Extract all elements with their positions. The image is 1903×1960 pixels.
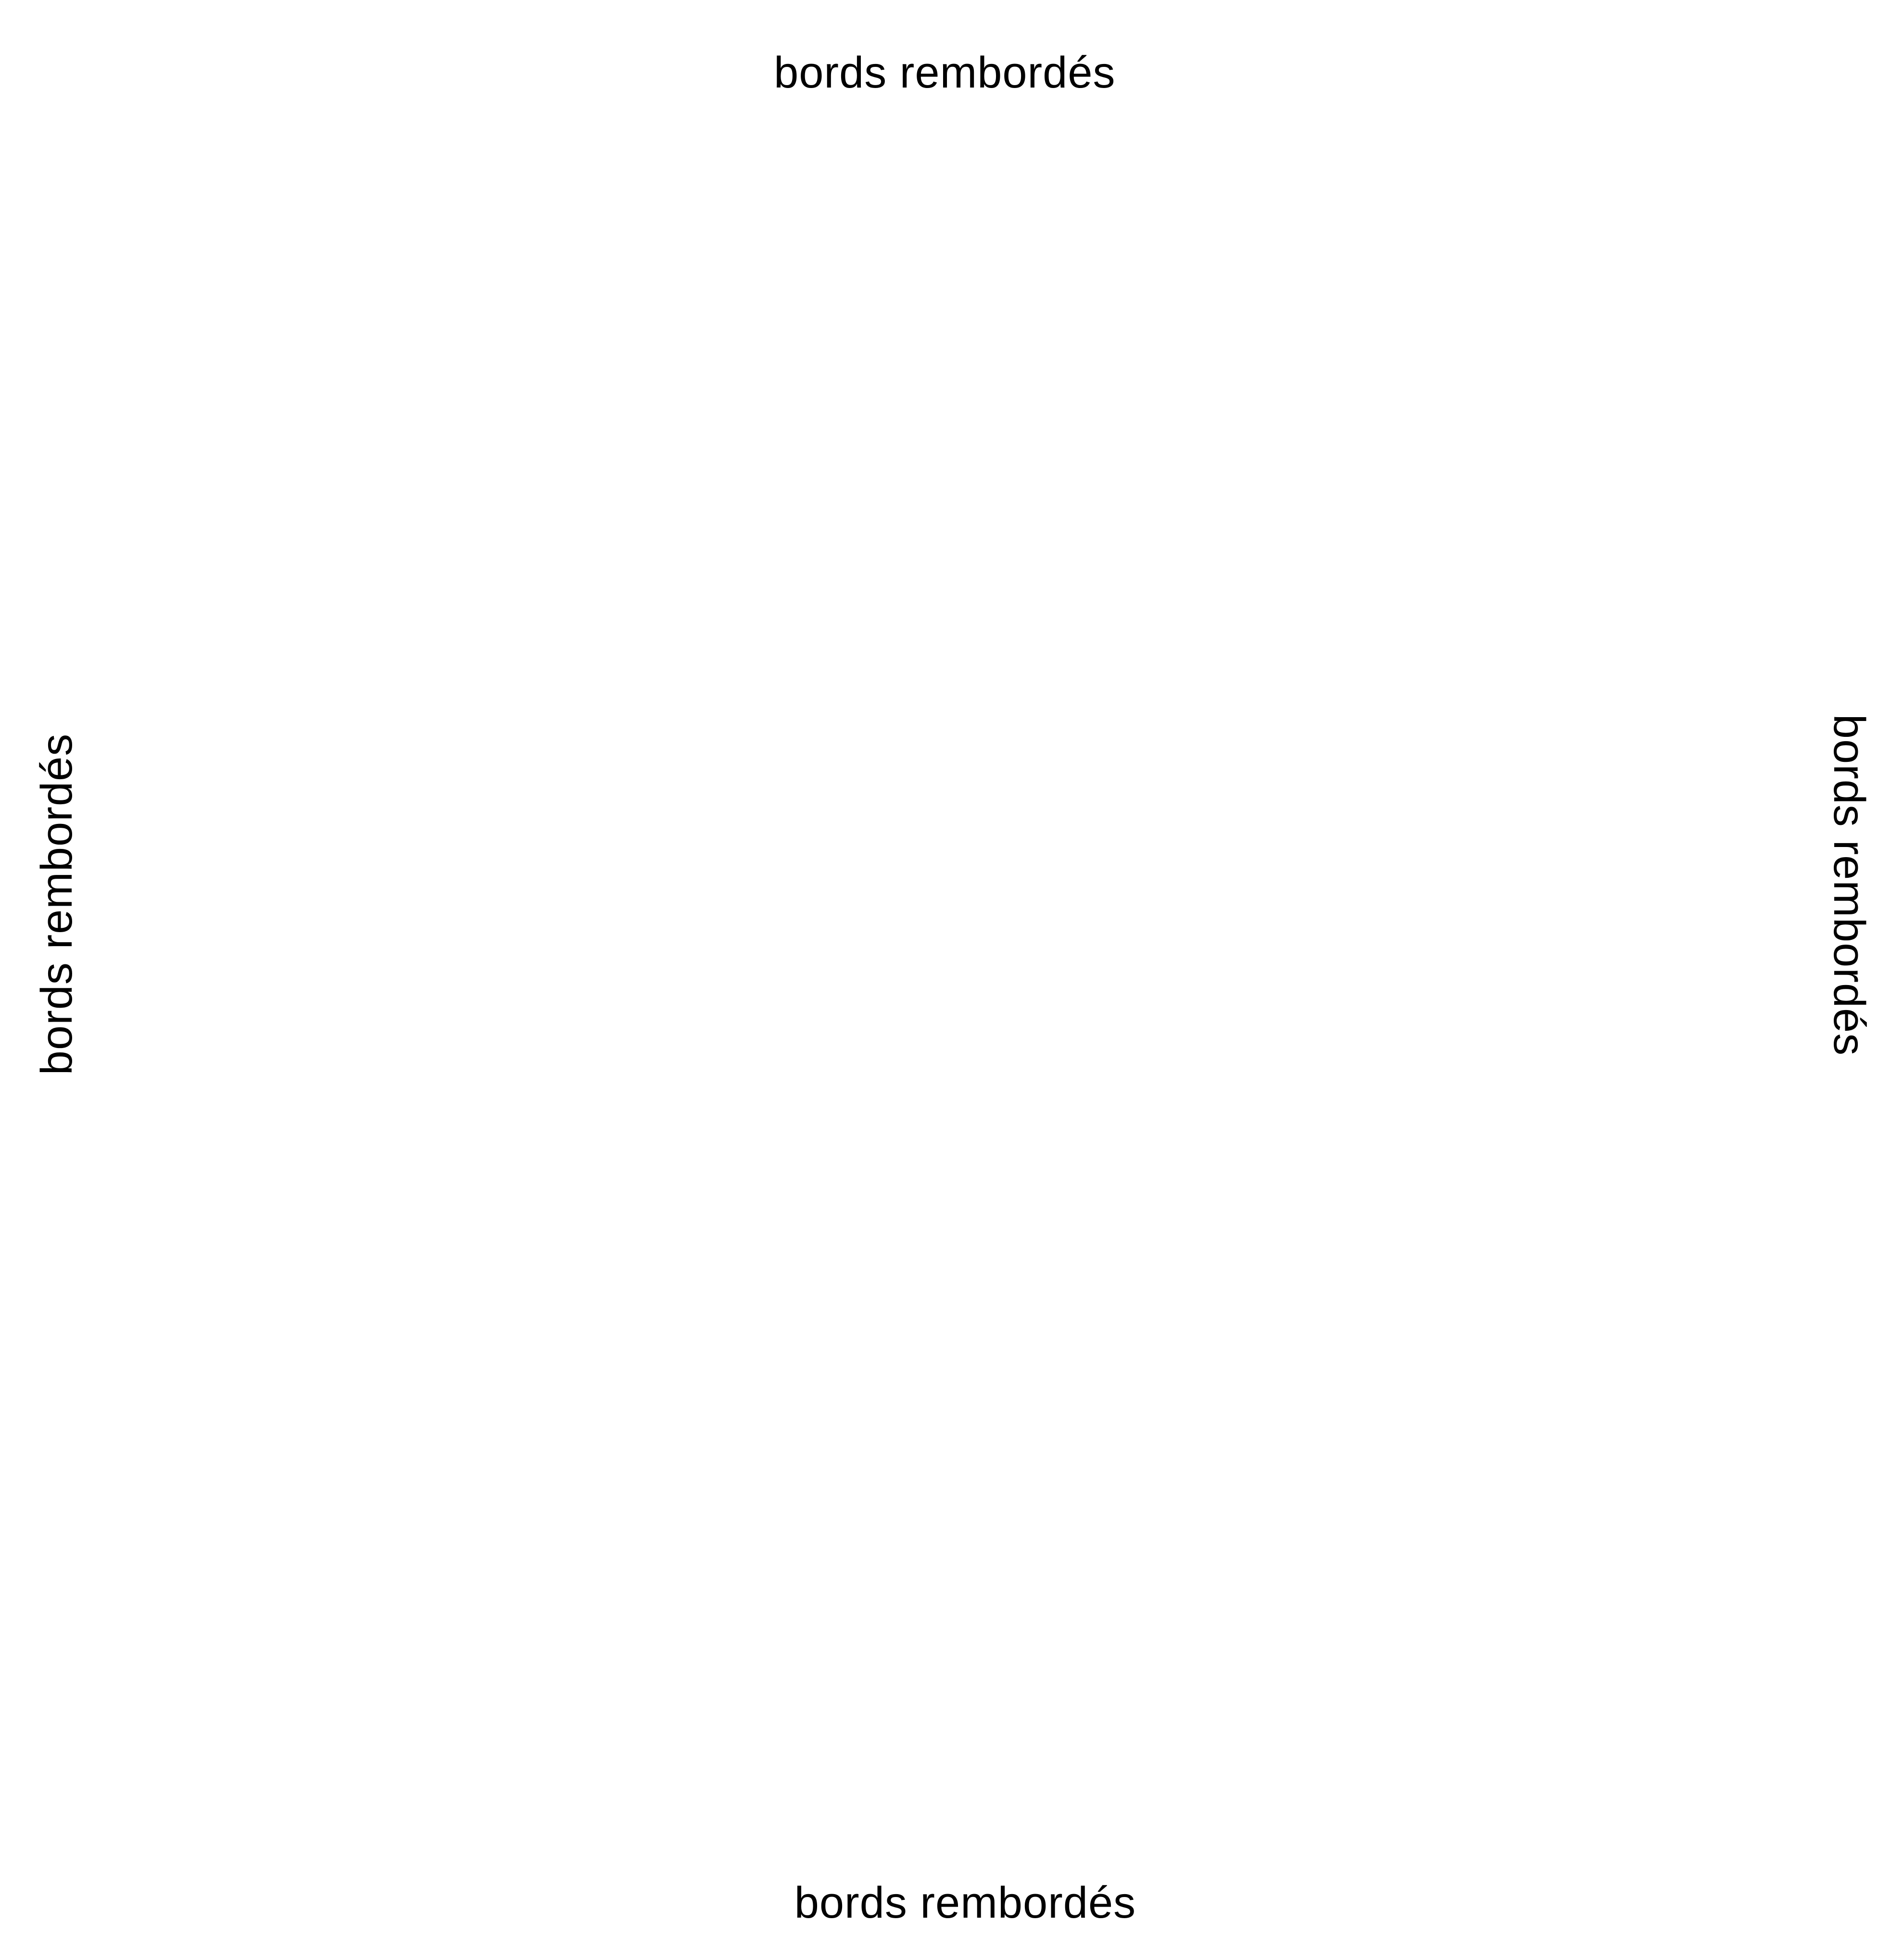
left-edge-label: bords rembordés (32, 733, 81, 1075)
bottom-edge-label: bords rembordés (794, 1878, 1136, 1927)
right-edge-label: bords rembordés (1825, 714, 1874, 1056)
top-edge-label: bords rembordés (774, 48, 1116, 97)
